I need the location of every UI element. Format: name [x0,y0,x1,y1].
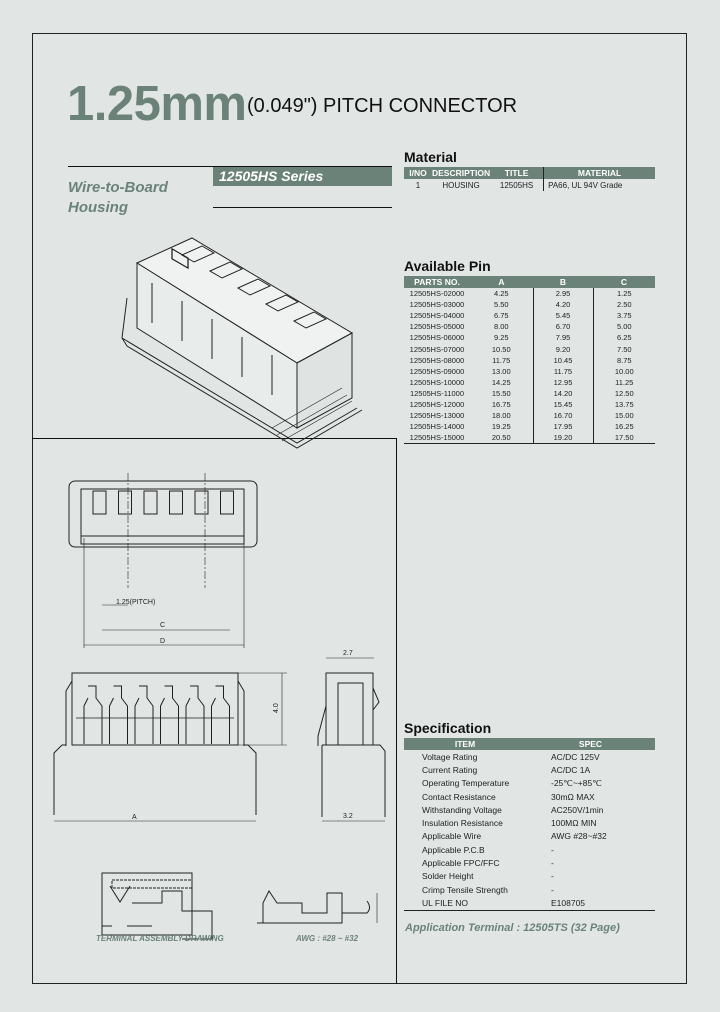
table-row [404,830,655,843]
table-row [404,366,655,377]
height-dimension-label: 4.0 [273,703,280,713]
cell: 9.20 [533,343,593,354]
specification-table [404,738,655,911]
cell: 7.95 [533,332,593,343]
table-row [404,432,655,444]
contact-cavity [84,686,102,744]
cell: 12505HS-12000 [409,399,465,409]
cell: 12505HS-09000 [409,366,465,376]
cell: 18.00 [491,411,511,421]
cell: 12505HS-02000 [409,289,465,299]
table-row [404,750,655,763]
terminal-assembly-drawing [102,873,212,939]
cell: 2.50 [593,299,655,310]
slot [119,491,132,514]
cell: 12505HS-06000 [409,333,465,343]
available-pin-table [404,276,655,444]
awg-caption: AWG : #28 ~ #32 [296,934,359,943]
cell: 1 [415,180,421,190]
material-table [404,167,655,191]
contact-cavity [212,686,230,744]
side-depth-top-label: 2.7 [343,650,353,657]
table-row [404,355,655,366]
application-terminal-note: Application Terminal : 12505TS (32 Page) [405,922,620,934]
side-depth-bottom-label: 3.2 [343,813,353,820]
col-spec: SPEC [526,738,655,750]
cell: AC/DC 1A [551,764,591,775]
cell: 12505HS-04000 [409,311,465,321]
col-item: ITEM [404,738,526,750]
cell: HOUSING [442,180,480,190]
side-view-drawing [318,658,385,821]
cell: 10.00 [593,366,655,377]
cell: Solder Height [422,871,474,882]
table-row [404,763,655,776]
cell: 14.25 [491,377,511,387]
cell: 17.50 [593,432,655,444]
cell: - [551,884,554,895]
cell: 13.75 [593,399,655,410]
cell: 10.50 [491,344,511,354]
available-pin-heading: Available Pin [404,258,491,274]
cell: 7.50 [593,343,655,354]
cell: 20.50 [491,433,511,443]
cell: 16.70 [533,410,593,421]
cell: AWG #28~#32 [551,831,607,842]
cell: Operating Temperature [422,778,510,789]
table-row [404,343,655,354]
pitch-title: 1.25mm [67,77,247,131]
cell: 5.00 [593,321,655,332]
cell: Crimp Tensile Strength [422,884,508,895]
col-a: A [470,276,533,288]
cell: 15.00 [593,410,655,421]
product-subtitle: (0.049") PITCH CONNECTOR [247,95,518,117]
cell: 6.25 [593,332,655,343]
table-row [404,410,655,421]
terminal-assembly-caption: TERMINAL ASSEMBLY DRAWING [96,934,224,943]
col-title: TITLE [490,167,544,179]
col-ino: I/NO [404,167,432,179]
cell: - [551,844,554,855]
cell: 8.75 [593,355,655,366]
category-line-1: Wire-to-Board [68,179,168,196]
cell: Current Rating [422,764,478,775]
cell: 12505HS-14000 [409,422,465,432]
table-row [404,310,655,321]
cell: 12505HS-15000 [409,433,465,443]
contact-cavity [110,686,128,744]
cell: 12505HS-11000 [409,388,465,398]
cell: Withstanding Voltage [422,804,502,815]
cell: 100MΩ MIN [551,818,597,829]
cell: -25℃~+85℃ [551,777,602,788]
cell: 12505HS-03000 [409,300,465,310]
cell: Insulation Resistance [422,818,503,829]
cell: UL FILE NO [422,897,468,908]
terminal-side-drawing [257,891,377,923]
table-row [404,321,655,332]
table-row [404,883,655,896]
isometric-connector-drawing [122,238,362,448]
specification-heading: Specification [404,720,492,736]
cell: PA66, UL 94V Grade [544,179,655,191]
slot [195,491,208,514]
material-header-row [404,167,655,179]
cell: 12505HS-10000 [409,377,465,387]
front-view-drawing [54,673,287,821]
cell: 12.50 [593,388,655,399]
cell: 19.25 [491,422,511,432]
cell: 5.50 [493,300,509,310]
slot [170,491,183,514]
cell: Applicable P.C.B [422,844,485,855]
cell: 10.45 [533,355,593,366]
table-row [404,790,655,803]
table-row [404,421,655,432]
dimension-c-label: C [160,622,166,629]
cell: 14.20 [533,388,593,399]
col-b: B [533,276,593,288]
col-parts-no: PARTS NO. [404,276,470,288]
table-row [404,377,655,388]
table-row [404,388,655,399]
cell: 15.45 [533,399,593,410]
cell: 12505HS [499,180,534,190]
table-row [404,856,655,869]
cell: 12505HS-05000 [409,322,465,332]
spec-header-row [404,738,655,750]
cell: E108705 [551,897,586,908]
cell: AC250V/1min [551,804,604,815]
cell: AC/DC 125V [551,751,600,762]
cell: 1.25 [593,288,655,299]
table-row [404,179,655,191]
cell: 12505HS-13000 [409,411,465,421]
cell: 9.25 [493,333,509,343]
dimension-a-label: A [132,814,137,821]
cell: 15.50 [491,388,511,398]
cell: Applicable FPC/FFC [422,858,500,869]
slot [144,491,157,514]
cell: 3.75 [593,310,655,321]
contact-cavity [161,686,179,744]
table-row [404,332,655,343]
col-c: C [593,276,655,288]
material-heading: Material [404,149,457,165]
cell: 19.20 [533,432,593,444]
cell: 8.00 [493,322,509,332]
column-divider [396,438,397,984]
cell: Applicable Wire [422,831,482,842]
slot [221,491,234,514]
table-row [404,843,655,856]
table-row [404,288,655,299]
cell: 11.25 [593,377,655,388]
table-row [404,399,655,410]
pitch-dimension-label: 1.25(PITCH) [116,599,156,606]
cell: - [551,858,554,869]
contact-cavity [135,686,153,744]
cell: 30mΩ MAX [551,791,595,802]
cell: 16.75 [491,399,511,409]
pin-header-row [404,276,655,288]
cell: Contact Resistance [422,791,496,802]
cell: 13.00 [491,366,511,376]
col-description: DESCRIPTION [432,168,491,178]
cell: 12505HS-07000 [409,344,465,354]
cell: 12505HS-08000 [409,355,465,365]
cell: 11.75 [492,355,511,365]
col-material: MATERIAL [544,167,655,179]
cell: 4.20 [533,299,593,310]
contact-cavity [186,686,204,744]
dimension-d-label: D [160,638,166,645]
cell: 17.95 [533,421,593,432]
cell: 16.25 [593,421,655,432]
table-row [404,870,655,883]
table-row [404,803,655,816]
table-row [404,816,655,829]
cell: 2.95 [533,288,593,299]
cell: 6.70 [533,321,593,332]
cell: 5.45 [533,310,593,321]
table-row [404,777,655,790]
technical-drawings [32,33,396,984]
cell: 12.95 [533,377,593,388]
cell: 11.75 [533,366,593,377]
cell: 4.25 [493,289,509,299]
table-row [404,299,655,310]
category-line-2: Housing [68,199,128,216]
table-row [404,896,655,910]
cell: 6.75 [493,311,509,321]
cell: Voltage Rating [422,751,478,762]
slot [93,491,106,514]
series-banner: 12505HS Series [213,167,392,186]
cell: - [551,871,554,882]
